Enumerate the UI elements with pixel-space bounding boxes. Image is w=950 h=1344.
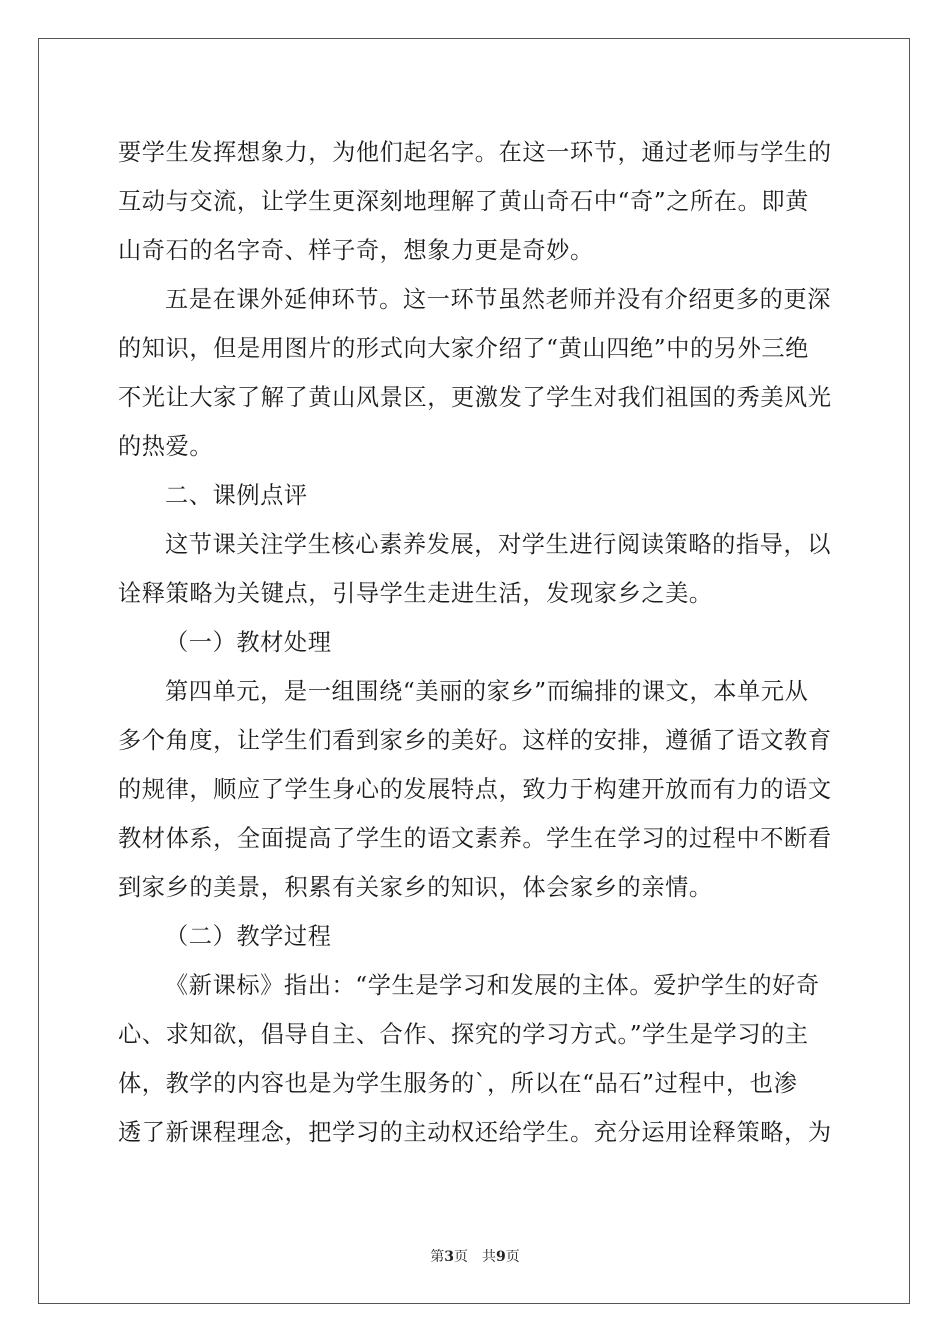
text-line: 互动与交流，让学生更深刻地理解了黄山奇石中“奇”之所在。即黄 (118, 188, 809, 215)
text-line: 要学生发挥想象力，为他们起名字。在这一环节，通过老师与学生的 (118, 139, 832, 166)
subsection-heading: （二）教学过程 (165, 923, 332, 950)
page-prefix: 第 (430, 1249, 445, 1265)
text-line: 山奇石的名字奇、样子奇，想象力更是奇妙。 (118, 237, 594, 264)
page-current: 3 (444, 1249, 454, 1265)
page-total: 9 (496, 1249, 506, 1265)
total-suffix: 页 (505, 1249, 520, 1265)
text-line: 诠释策略为关键点，引导学生走进生活，发现家乡之美。 (118, 580, 713, 607)
page-suffix: 页 (454, 1249, 468, 1265)
text-line: 的热爱。 (118, 433, 214, 460)
total-prefix: 共 (482, 1249, 496, 1265)
text-line: 的知识，但是用图片的形式向大家介绍了“黄山四绝”中的另外三绝 (118, 335, 809, 362)
document-body (118, 128, 834, 1157)
paragraph-start: 这节课关注学生核心素养发展，对学生进行阅读策略的指导，以 (165, 531, 832, 558)
text-line: 到家乡的美景，积累有关家乡的知识，体会家乡的亲情。 (118, 874, 713, 901)
text-line: 教材体系，全面提高了学生的语文素养。学生在学习的过程中不断看 (118, 825, 832, 852)
text-line: 的规律，顺应了学生身心的发展特点，致力于构建开放而有力的语文 (118, 776, 832, 803)
text-line: 多个角度，让学生们看到家乡的美好。这样的安排，遵循了语文教育 (118, 727, 832, 754)
paragraph-start: 《新课标》指出：“学生是学习和发展的主体。爱护学生的好奇 (165, 972, 820, 999)
text-line: 体，教学的内容也是为学生服务的`，所以在“品石”过程中，也渗 (118, 1070, 798, 1097)
paragraph-start: 第四单元，是一组围绕“美丽的家乡”而编排的课文，本单元从 (165, 678, 809, 705)
text-line: 不光让大家了解了黄山风景区，更激发了学生对我们祖国的秀美风光 (118, 384, 832, 411)
paragraph-start: 五是在课外延伸环节。这一环节虽然老师并没有介绍更多的更深 (165, 286, 832, 313)
text-line: 心、求知欲，倡导自主、合作、探究的学习方式。”学生是学习的主 (118, 1021, 809, 1048)
subsection-heading: （一）教材处理 (165, 629, 332, 656)
text-line: 透了新课程理念，把学习的主动权还给学生。充分运用诠释策略，为 (118, 1119, 832, 1146)
page-footer (0, 1246, 950, 1266)
section-heading: 二、课例点评 (165, 482, 308, 509)
